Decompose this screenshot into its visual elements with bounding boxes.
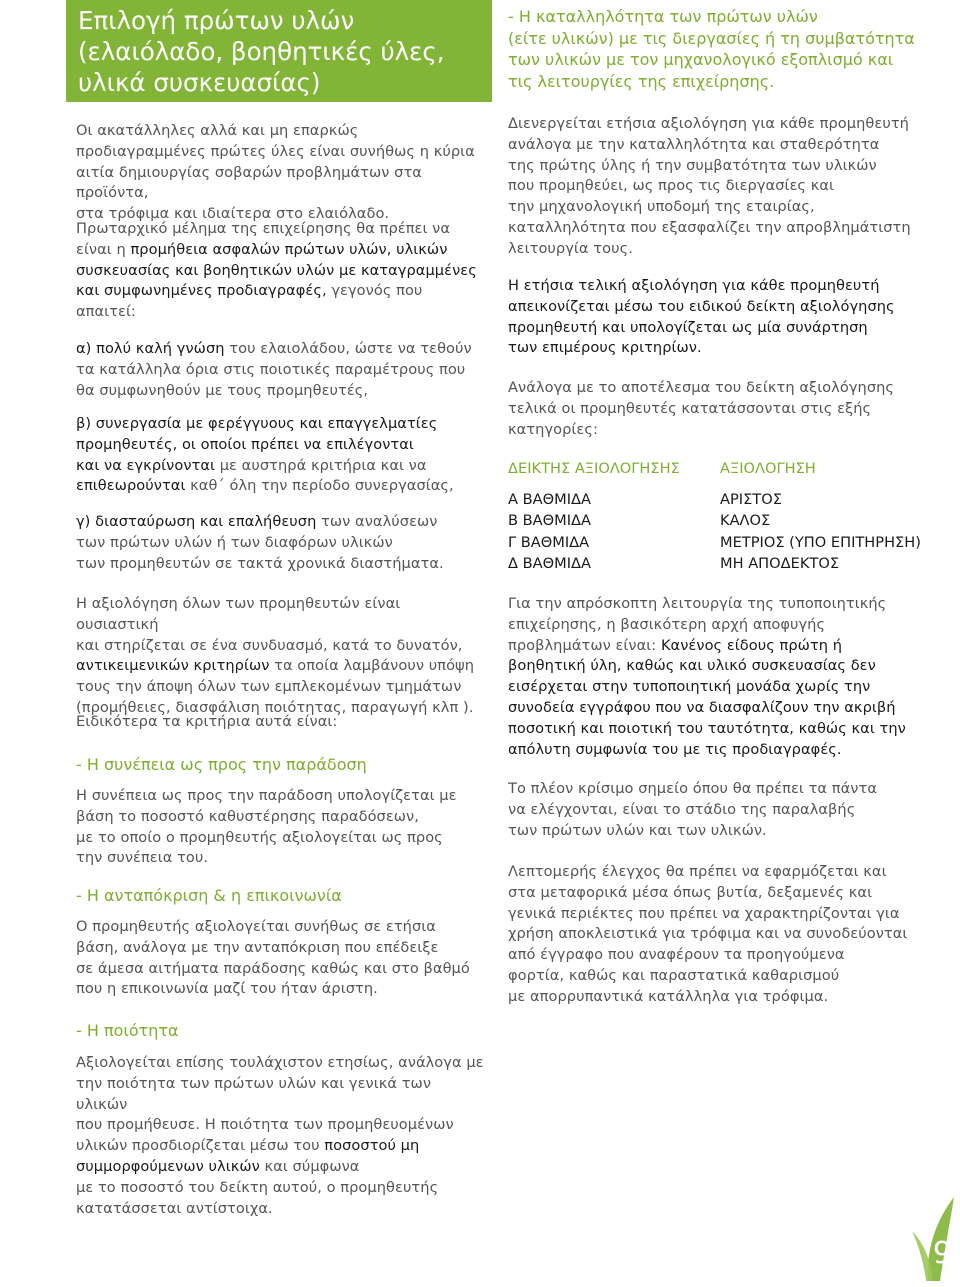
heading-delivery: - Η συνέπεια ως προς την παράδοση — [76, 755, 367, 774]
page-title: Επιλογή πρώτων υλών (ελαιόλαδο, βοηθητικές ύλες, υλικά συσκευασίας) — [66, 0, 492, 102]
quality-text-start: Αξιολογείται επίσης τουλάχιστον ετησίως, ανάλογα με την ποιότητα των πρώτων υλών και γενικά των υλικών που προμήθευσε. Η ποιότητα των προμηθευομένων υλικών προσδιορίζεται μέσω του — [76, 1054, 484, 1155]
requirement-c-text: των αναλύσεων των πρώτων υλών ή των διαφόρων υλικών των προμηθευτών σε τακτά χρονικά διαστήματα. — [76, 513, 444, 572]
heading-quality: - Η ποιότητα — [76, 1021, 179, 1040]
response-text: Ο προμηθευτής αξιολογείται συνήθως σε ετήσια βάση, ανάλογα με την ανταπόκριση που επέδειξε σε άμεσα αιτήματα παράδοσης καθώς και στο βαθμό που η επικοινωνία μαζί του ήταν άριστη. — [76, 918, 470, 998]
table-row — [508, 489, 928, 511]
requirement-b-text: με αυστηρά κριτήρια και να — [219, 456, 427, 474]
header-index: ΔΕΙΚΤΗΣ ΑΞΙΟΛΟΓΗΣΗΣ — [508, 460, 680, 477]
grade-cell: Α ΒΑΘΜΙΔΑ — [508, 490, 591, 508]
requirement-b — [76, 414, 454, 497]
suitability-text: Διενεργείται ετήσια αξιολόγηση για κάθε προμηθευτή ανάλογα με την καταλληλότητα και σταθερότητα της πρώτης ύλης ή την συμβατότητα των υλικών που προμηθεύει, ως προς τις διεργασίες και την μηχανολογική υποδομή της εταιρίας, καταλληλότητα που εξασφαλίζει την απροβλημάτιστη λειτουργία τους. — [508, 115, 911, 257]
quality-emphasis: ποσοστού μη συμμορφούμενων υλικών — [76, 1137, 420, 1175]
final-evaluation-text: Η ετήσια τελική αξιολόγηση για κάθε προμηθευτή απεικονίζεται μέσω του ειδικού δείκτη αξιολόγησης προμηθευτή και υπολογίζεται ως μία συνάρτηση των επιμέρους κριτηρίων. — [508, 277, 895, 357]
requirement-a-marker: α) — [76, 340, 97, 357]
header-rating: ΑΞΙΟΛΟΓΗΣΗ — [720, 460, 816, 477]
critical-point-text: Το πλέον κρίσιμο σημείο όπου θα πρέπει τα πάντα να ελέγχονται, είναι το στάδιο της παραλαβής των πρώτων υλών και των υλικών. — [508, 780, 877, 839]
requirement-b-emphasis-2: επιθεωρούνται — [76, 477, 186, 495]
quality-paragraph — [76, 1053, 486, 1219]
requirement-c-emphasis: γ) διασταύρωση και επαλήθευση — [76, 513, 317, 530]
principle-emphasis: Κανένος είδους πρώτη ή βοηθητική ύλη, καθώς και υλικό συσκευασίας δεν εισέρχεται στην τυποποιητική μονάδα χωρίς την συνοδεία εγγράφου που να διασφαλίζουν την ακριβή ποσοτική και ποιοτική του ταυτότητα, καθώς και την απόλυτη συμφωνία του με τις προδιαγραφές. — [508, 636, 906, 758]
table-row — [508, 532, 928, 554]
evaluation-text-end: τα οποία λαμβάνουν υπόψη τους την άποψη όλων των εμπλεκομένων τμημάτων (προμήθειες, διασφάλιση ποιότητας, παραγωγή κλπ ). — [76, 657, 475, 716]
evaluation-paragraph — [76, 594, 486, 719]
rating-cell: ΜΕΤΡΙΟΣ (ΥΠΟ ΕΠΙΤΗΡΗΣΗ) — [720, 533, 921, 551]
requirement-a — [76, 339, 472, 401]
principle-paragraph — [508, 594, 906, 760]
requirement-b-emphasis: β) συνεργασία με φερέγγυους και επαγγελματίες προμηθευτές, οι οποίοι πρέπει να επιλέγονται και να εγκρίνονται — [76, 415, 438, 474]
ranking-intro: Ανάλογα με το αποτέλεσμα του δείκτη αξιολόγησης τελικά οι προμηθευτές κατατάσσονται στις εξής κατηγορίες: — [508, 379, 895, 438]
priority-text-start: Πρωταρχικό μέλημα της επιχείρησης θα πρέπει να είναι η — [76, 220, 451, 258]
rating-cell: ΑΡΙΣΤΟΣ — [720, 490, 782, 508]
criteria-intro: Ειδικότερα τα κριτήρια αυτά είναι: — [76, 713, 338, 730]
grade-cell: Β ΒΑΘΜΙΔΑ — [508, 512, 591, 529]
requirement-c — [76, 512, 444, 574]
rating-cell: ΜΗ ΑΠΟΔΕΚΤΟΣ — [720, 555, 840, 572]
intro-paragraph: Οι ακατάλληλες αλλά και μη επαρκώς προδιαγραμμένες πρώτες ύλες είναι συνήθως η κύρια αιτία δημιουργίας σοβαρών προβλημάτων στα προϊόντα, στα τρόφιμα και ιδιαίτερα στο ελαιόλαδο. — [76, 122, 475, 223]
priority-emphasis: προμήθεια ασφαλών πρώτων υλών, υλικών συσκευασίας και βοηθητικών υλών με καταγραμμένες και συμφωνημένες προδιαγραφές, — [76, 240, 477, 300]
grade-cell: Γ ΒΑΘΜΙΔΑ — [508, 533, 590, 551]
priority-text-end: γεγονός που απαιτεί: — [76, 282, 423, 321]
priority-paragraph — [76, 219, 477, 323]
grades-table — [508, 458, 928, 575]
heading-response: - Η ανταπόκριση & η επικοινωνία — [76, 886, 342, 905]
principle-text: Για την απρόσκοπτη λειτουργία της τυποποιητικής επιχείρησης, η βασικότερη αρχή αποφυγής προβλημάτων είναι: — [508, 595, 887, 654]
quality-text-end: και σύμφωνα με το ποσοστό του δείκτη αυτού, ο προμηθευτής κατατάσσεται αντίστοιχα. — [76, 1157, 439, 1217]
table-row — [508, 510, 928, 532]
requirement-a-text: του ελαιολάδου, ώστε να τεθούν τα κατάλληλα όρια στις ποιοτικές παραμέτρους που θα συμφωνηθούν με τους προμηθευτές, — [76, 340, 472, 399]
requirement-a-emphasis: πολύ καλή γνώση — [96, 340, 225, 357]
page-number-mark — [910, 1193, 960, 1283]
requirement-b-text-2: καθ΄ όλη την περίοδο συνεργασίας, — [185, 477, 454, 495]
grades-table-header — [508, 458, 928, 480]
heading-suitability: - Η καταλληλότητα των πρώτων υλών (είτε υλικών) με τις διεργασίες ή τη συμβατότητα των υλικών με τον μηχανολογικό εξοπλισμό και τις λειτουργίες της επιχείρησης. — [508, 7, 915, 91]
delivery-text: Η συνέπεια ως προς την παράδοση υπολογίζεται με βάση το ποσοστό καθυστέρησης παραδόσεων, με το οποίο ο προμηθευτής αξιολογείται ως προς την συνέπεια του. — [76, 787, 457, 867]
evaluation-emphasis: αντικειμενικών κριτηρίων — [76, 657, 270, 675]
grade-cell: Δ ΒΑΘΜΙΔΑ — [508, 555, 591, 572]
evaluation-text-start: Η αξιολόγηση όλων των προμηθευτών είναι ουσιαστική και στηρίζεται σε ένα συνδυασμό, κατά το δυνατόν, — [76, 595, 463, 654]
table-row — [508, 553, 928, 575]
rating-cell: ΚΑΛΟΣ — [720, 512, 771, 529]
inspection-text: Λεπτομερής έλεγχος θα πρέπει να εφαρμόζεται και στα μεταφορικά μέσα όπως βυτία, δεξαμενές και γενικά περιέκτες που πρέπει να χαρακτηρίζονται για χρήση αποκλειστικά για τρόφιμα και να συνοδεύονται από έγγραφο που αναφέρουν τα προηγούμενα φορτία, καθώς και παραστατικά καθαρισμού με απορρυπαντικά κατάλληλα για τρόφιμα. — [508, 863, 908, 1005]
page-number: 9 — [932, 1236, 952, 1271]
